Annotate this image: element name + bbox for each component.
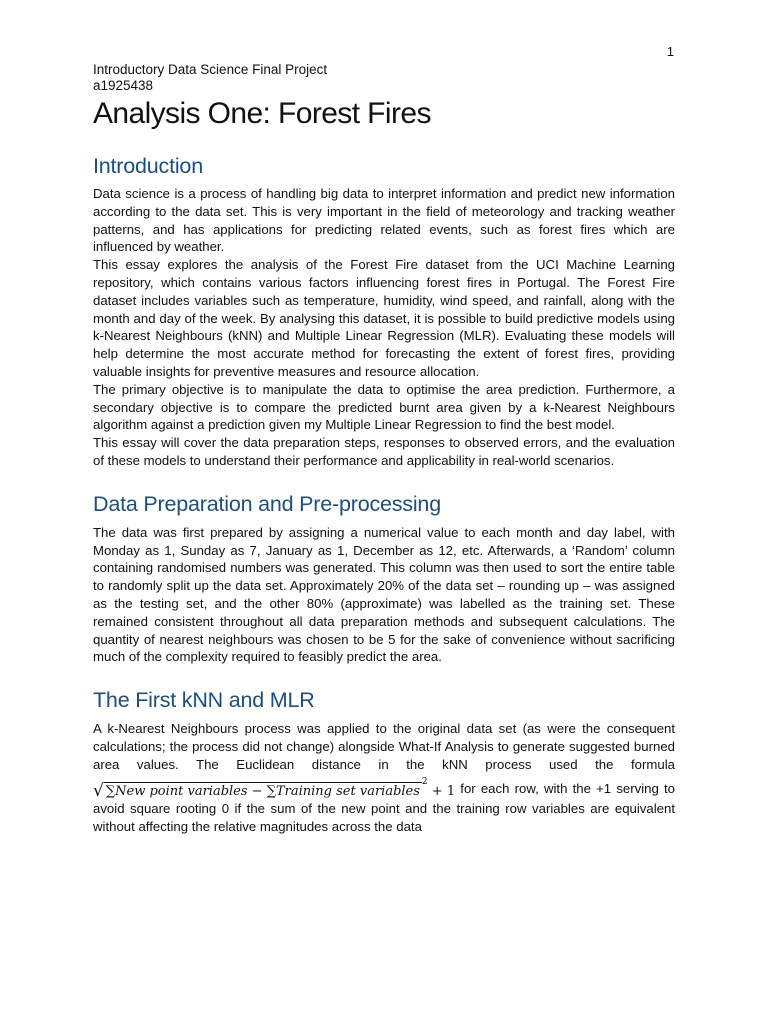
first-knn-heading: The First kNN and MLR bbox=[93, 688, 315, 713]
document-title: Analysis One: Forest Fires bbox=[93, 97, 431, 130]
preparation-heading: Data Preparation and Pre-processing bbox=[93, 491, 441, 516]
first-knn-text-start: A k-Nearest Neighbours process was applied to the original data set (as were the consequent calculations; the process did not change) alongside What-If Analysis to generate suggested burned area values. The Euclidean distance in the kNN process used the formula bbox=[93, 721, 675, 772]
page-number: 1 bbox=[666, 44, 674, 59]
intro-paragraph: The primary objective is to manipulate the data to optimise the area prediction. Furthermore, a secondary objective is to compare the predicted burnt area given by a k-Nearest Neighbours algorithm against a prediction given my Multiple Linear Regression to find the best model. bbox=[93, 381, 675, 433]
euclidean-formula bbox=[93, 774, 455, 801]
course-name: Introductory Data Science Final Project bbox=[93, 62, 328, 77]
sqrt-symbol: √ bbox=[93, 780, 104, 801]
intro-paragraph: This essay explores the analysis of the Forest Fire dataset from the UCI Machine Learning repository, which contains various factors influencing forest fires in Portugal. The Forest Fire dataset includes variables such as temperature, humidity, wind speed, and rainfall, along with the month and day of the week. By analysing this dataset, it is possible to build predictive models using k-Nearest Neighbours (kNN) and Multiple Linear Regression (MLR). Evaluating these models will help determine the most accurate method for forecasting the extent of forest fires, providing valuable insights for preventive measures and resource allocation. bbox=[93, 257, 675, 379]
intro-paragraph: Data science is a process of handling big data to interpret information and predict new information according to the data set. This is very important in the field of meteorology and tracking weather patterns, and has applications for predicting related events, such as forest fires which are influenced by weather. bbox=[93, 186, 675, 255]
student-id: a1925438 bbox=[93, 78, 154, 93]
formula-radicand: ∑New point variables − ∑Training set variables bbox=[105, 783, 420, 799]
document-body bbox=[93, 62, 675, 836]
first-knn-text-end: for each row, with the +1 serving to avoid square rooting 0 if the sum of the new point and the training row variables are equivalent without affecting the relative magnitudes across the data bbox=[93, 780, 675, 835]
introduction-heading: Introduction bbox=[93, 154, 203, 178]
preparation-paragraph: The data was first prepared by assigning a numerical value to each month and day label, with Monday as 1, Sunday as 7, January as 1, December as 12, etc. Afterwards, a ‘Random’ column containing randomised numbers was generated. This column was then used to sort the entire table to randomly split up the data set. Approximately 20% of the data set – rounding up – was assigned as the testing set, and the other 80% (approximate) was labelled as the training set. These remained consistent throughout all data preparation methods and subsequent calculations. The quantity of nearest neighbours was chosen to be 5 for the sake of convenience without sacrificing much of the complexity required to feasibly predict the area. bbox=[93, 524, 675, 665]
first-knn-paragraph bbox=[93, 720, 675, 836]
formula-exponent: 2 bbox=[421, 776, 428, 787]
intro-paragraph: This essay will cover the data preparation steps, responses to observed errors, and the evaluation of these models to understand their performance and applicability in real-world scenarios. bbox=[93, 435, 675, 468]
formula-tail: + 1 bbox=[431, 783, 456, 799]
